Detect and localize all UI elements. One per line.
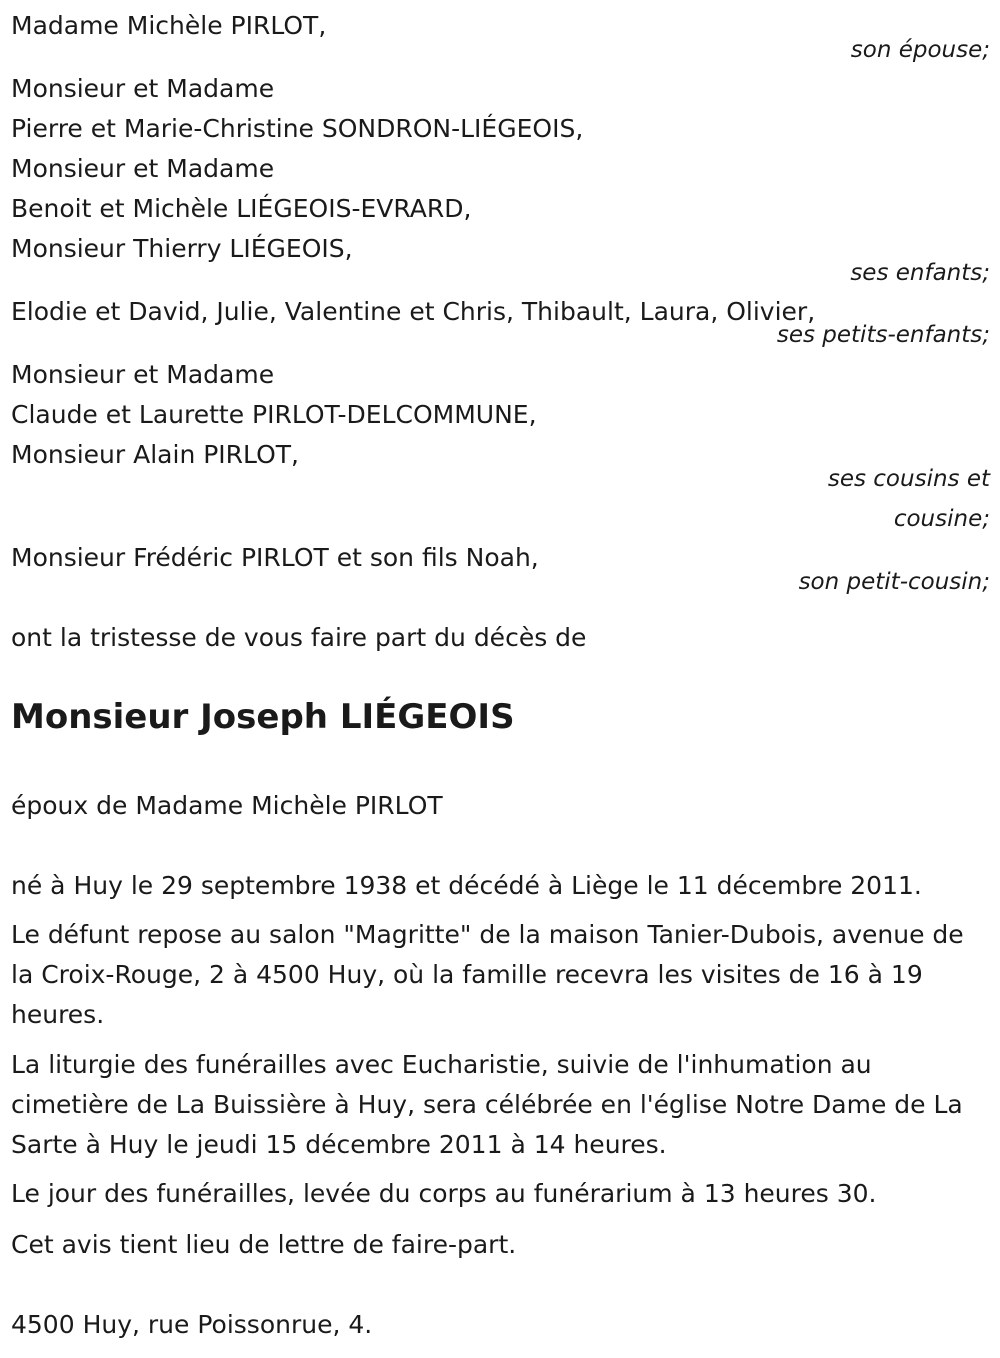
- funeral-paragraph: La liturgie des funérailles avec Eucharistie, suivie de l'inhumation au cimetière de La Buissière à Huy, sera célébrée en l'église Notre Dame de La Sarte à Huy le jeudi 15 décembre 2011 à 14 heures.: [11, 1050, 963, 1159]
- address-line: 4500 Huy, rue Poissonrue, 4.: [11, 1310, 373, 1339]
- relation-label: ses enfants;: [850, 260, 990, 286]
- viewing-paragraph: Le défunt repose au salon "Magritte" de la maison Tanier-Dubois, avenue de la Croix-Rouge, 2 à 4500 Huy, où la famille recevra les visites de 16 à 19 heures.: [11, 920, 964, 1029]
- departure-paragraph: Le jour des funérailles, levée du corps au funérarium à 13 heures 30.: [11, 1179, 877, 1208]
- family-line: Monsieur et Madame: [11, 74, 275, 103]
- relation-label: son petit-cousin;: [798, 569, 990, 595]
- relation-label: ses petits-enfants;: [776, 322, 990, 348]
- family-line: Monsieur Alain PIRLOT,: [11, 440, 299, 469]
- family-line: Madame Michèle PIRLOT,: [11, 11, 327, 40]
- family-line: Monsieur Thierry LIÉGEOIS,: [11, 234, 353, 263]
- family-line: Monsieur et Madame: [11, 154, 275, 183]
- announcement-text: ont la tristesse de vous faire part du décès de: [11, 623, 587, 652]
- relation-label: ses cousins et: [827, 466, 990, 492]
- family-line: Elodie et David, Julie, Valentine et Chris, Thibault, Laura, Olivier,: [11, 297, 816, 326]
- relation-label: son épouse;: [850, 37, 990, 63]
- relation-label: cousine;: [893, 506, 990, 532]
- notice-paragraph: Cet avis tient lieu de lettre de faire-part.: [11, 1230, 517, 1259]
- family-line: Monsieur et Madame: [11, 360, 275, 389]
- spouse-line: époux de Madame Michèle PIRLOT: [11, 791, 443, 820]
- deceased-name: Monsieur Joseph LIÉGEOIS: [11, 697, 515, 737]
- family-line: Pierre et Marie-Christine SONDRON-LIÉGEOIS,: [11, 114, 584, 143]
- family-line: Monsieur Frédéric PIRLOT et son fils Noah,: [11, 543, 539, 572]
- family-line: Benoit et Michèle LIÉGEOIS-EVRARD,: [11, 194, 472, 223]
- family-line: Claude et Laurette PIRLOT-DELCOMMUNE,: [11, 400, 537, 429]
- birth-death-paragraph: né à Huy le 29 septembre 1938 et décédé à Liège le 11 décembre 2011.: [11, 871, 922, 900]
